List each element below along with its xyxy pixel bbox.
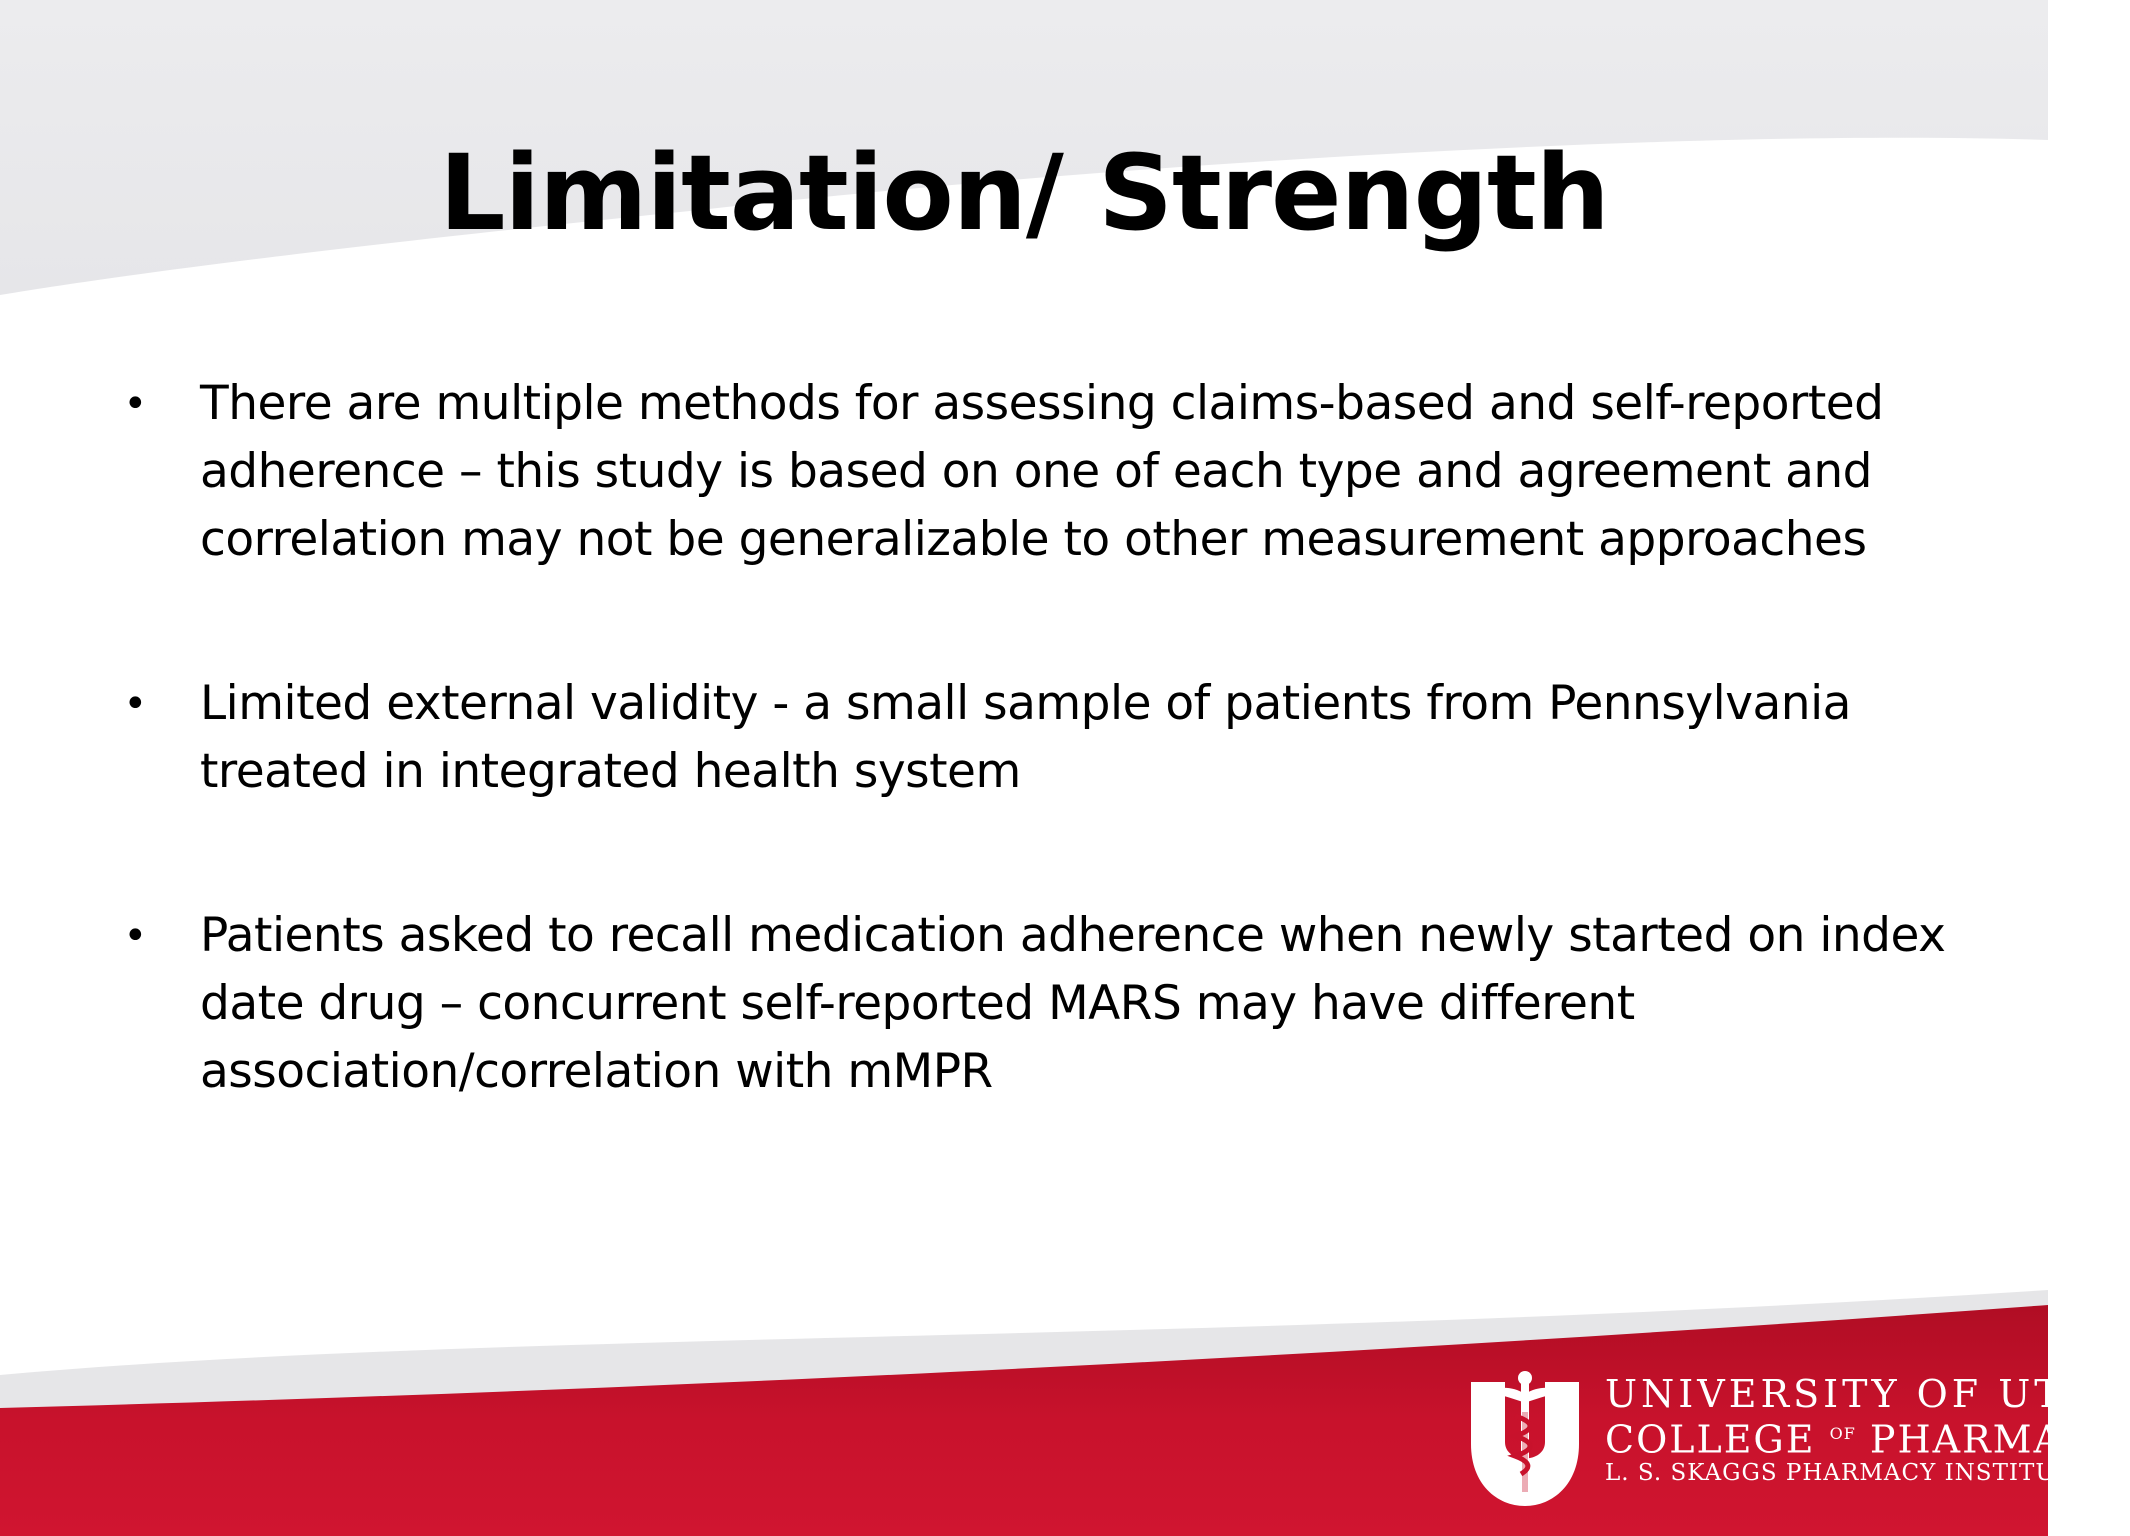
bullet-marker: •	[123, 681, 147, 727]
list-item	[120, 670, 1980, 806]
logo-college-name	[1605, 1414, 2121, 1460]
list-item	[120, 370, 1980, 574]
bullet-list	[120, 370, 1980, 1106]
bullet-marker: •	[123, 381, 147, 427]
list-item	[120, 902, 1980, 1106]
logo-of-word: OF	[1829, 1424, 1856, 1443]
logo-university-name: UNIVERSITY OF UTAH	[1605, 1372, 2130, 1416]
bullet-marker: •	[123, 913, 147, 959]
bullet-text: There are multiple methods for assessing claims-based and self-reported adherence – this study is based on one of each type and agreement and correlation may not be generalizable to other measurement approaches	[200, 376, 1884, 567]
logo-pharmacy-word: PHARMACY	[1855, 1417, 2122, 1462]
caduceus-shield-icon	[1465, 1372, 1585, 1512]
university-logo	[1465, 1372, 2130, 1512]
bullet-text: Limited external validity - a small sample of patients from Pennsylvania treated in integrated health system	[200, 676, 1851, 799]
slide-title: Limitation/ Strength	[439, 132, 1609, 254]
bullet-text: Patients asked to recall medication adherence when newly started on index date drug – concurrent self-reported MARS may have different association/correlation with mMPR	[200, 908, 1946, 1099]
logo-college-word: COLLEGE	[1605, 1417, 1830, 1462]
logo-institute-name: L. S. SKAGGS PHARMACY INSTITUTE	[1605, 1460, 2090, 1486]
